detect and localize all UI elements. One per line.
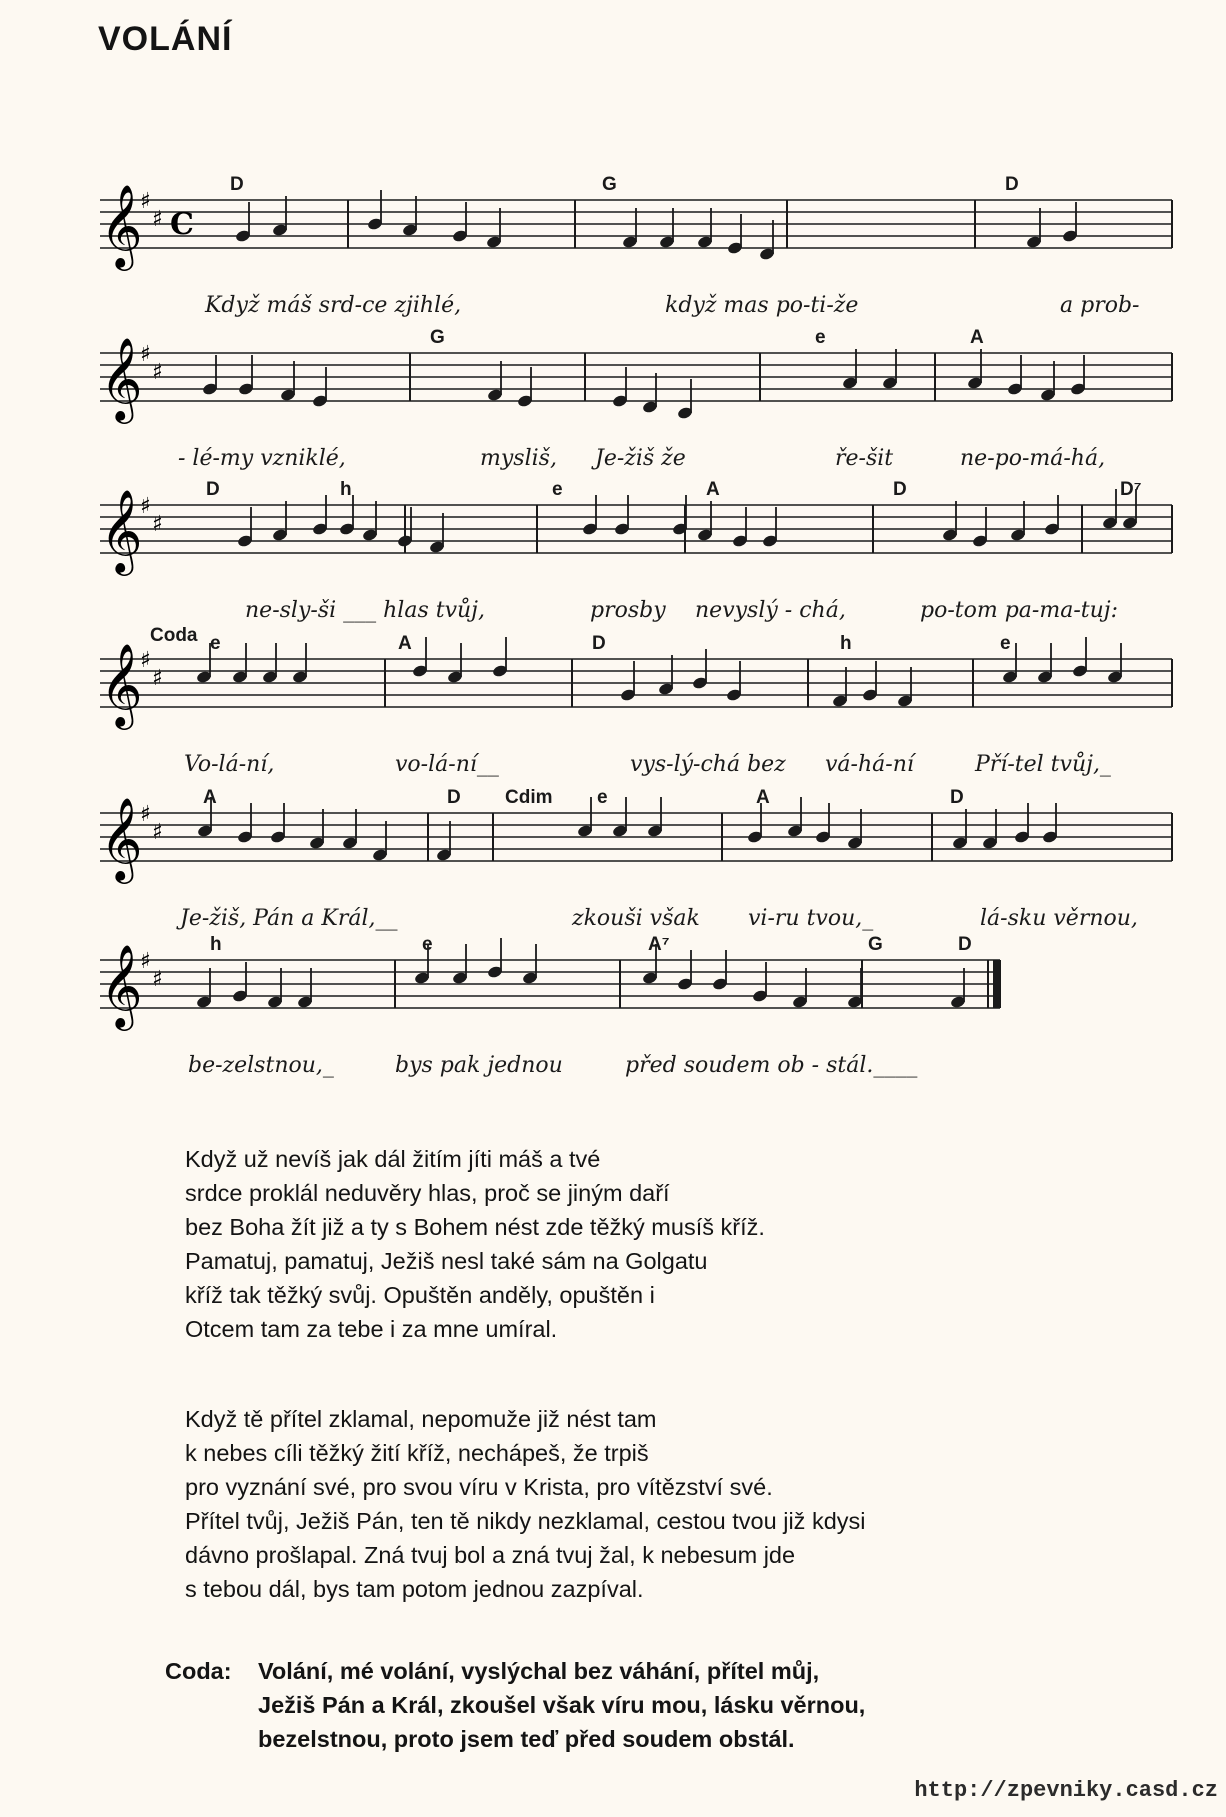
chord-symbol: A⁷ xyxy=(648,934,670,955)
verse-line: dávno prošlapal. Zná tvuj bol a zná tvuj žal, k nebesum jde xyxy=(185,1542,796,1568)
treble-clef-icon: 𝄞 xyxy=(100,642,143,726)
treble-clef-icon: 𝄞 xyxy=(100,183,143,267)
lyric-text: vys-lý-chá bez xyxy=(630,752,786,777)
sharp-icon: ♯ xyxy=(140,494,151,519)
verse-line: s tebou dál, bys tam potom jednou zazpíval. xyxy=(185,1576,644,1602)
chord-symbol: h xyxy=(340,479,352,500)
lyric-text: prosby xyxy=(590,598,666,623)
sharp-icon: ♯ xyxy=(140,342,151,367)
sharp-icon: ♯ xyxy=(140,802,151,827)
chord-symbol: e xyxy=(552,479,563,500)
treble-clef-icon: 𝄞 xyxy=(100,336,143,420)
chord-symbol: D xyxy=(1005,174,1019,195)
treble-clef-icon: 𝄞 xyxy=(100,796,143,880)
lyric-text: vá-há-ní xyxy=(825,752,914,777)
chord-symbol: h xyxy=(210,934,222,955)
lyric-text: zkouši však xyxy=(572,906,700,931)
lyric-text: ne-sly-ši ___ hlas tvůj, xyxy=(245,598,485,623)
chord-symbol: h xyxy=(840,633,852,654)
sharp-icon: ♯ xyxy=(152,512,163,537)
lyric-text: nevyslý - chá, xyxy=(695,598,846,623)
sharp-icon: ♯ xyxy=(152,967,163,992)
verse-1 xyxy=(185,1142,765,1346)
final-barline xyxy=(993,960,999,1008)
verse-2 xyxy=(185,1402,866,1606)
lyric-text: a prob- xyxy=(1060,293,1140,318)
song-title: VOLÁNÍ xyxy=(98,20,233,58)
chord-symbol: Cdim xyxy=(505,787,553,808)
lyric-text: ře-šit xyxy=(835,446,894,471)
chord-symbol: D⁷ xyxy=(1120,479,1142,500)
chord-symbol: A xyxy=(398,633,412,654)
common-time-icon: C xyxy=(170,207,194,242)
chord-symbol: D xyxy=(230,174,244,195)
chord-symbol: D xyxy=(958,934,972,955)
chord-symbol: D xyxy=(893,479,907,500)
sharp-icon: ♯ xyxy=(152,666,163,691)
verse-line: kříž tak těžký svůj. Opuštěn anděly, opuštěn i xyxy=(185,1282,655,1308)
verse-line: Když už nevíš jak dál žitím jíti máš a tvé xyxy=(185,1146,601,1172)
chord-symbol: D xyxy=(950,787,964,808)
chord-symbol: G xyxy=(602,174,617,195)
chord-symbol: A xyxy=(756,787,770,808)
lyric-text: Pří-tel tvůj,_ xyxy=(975,752,1111,777)
coda-marker: Coda xyxy=(150,625,198,646)
coda-line-1 xyxy=(165,1654,865,1688)
coda-block xyxy=(165,1654,865,1756)
coda-text: Volání, mé volání, vyslýchal bez váhání, přítel můj, xyxy=(258,1658,820,1684)
lyric-text: lá-sku věrnou, xyxy=(980,906,1138,931)
chord-symbol: A xyxy=(706,479,720,500)
treble-clef-icon: 𝄞 xyxy=(100,488,143,572)
lyric-text: před soudem ob - stál.____ xyxy=(625,1053,918,1078)
footer-url: http://zpevniky.casd.cz xyxy=(914,1778,1218,1803)
chord-symbol: A xyxy=(970,327,984,348)
verse-line: Pamatuj, pamatuj, Ježiš nesl také sám na Golgatu xyxy=(185,1248,708,1274)
coda-line-2: Ježiš Pán a Král, zkoušel však víru mou, lásku věrnou, xyxy=(258,1692,866,1718)
lyric-text: Je-žiš že xyxy=(595,446,686,471)
sharp-icon: ♯ xyxy=(140,189,151,214)
treble-clef-icon: 𝄞 xyxy=(100,943,143,1027)
chord-symbol: e xyxy=(422,934,433,955)
sharp-icon: ♯ xyxy=(152,360,163,385)
chord-symbol: e xyxy=(210,633,221,654)
lyric-text: Je-žiš, Pán a Král,__ xyxy=(180,906,398,931)
sharp-icon: ♯ xyxy=(152,820,163,845)
chord-symbol: G xyxy=(430,327,445,348)
lyric-text: vi-ru tvou,_ xyxy=(748,906,874,931)
lyric-text: Vo-lá-ní, xyxy=(184,752,275,777)
verse-line: bez Boha žít již a ty s Bohem nést zde těžký musíš kříž. xyxy=(185,1214,765,1240)
lyric-text: po-tom pa-ma-tuj: xyxy=(920,598,1118,623)
chord-symbol: G xyxy=(868,934,883,955)
sharp-icon: ♯ xyxy=(152,207,163,232)
lyric-text: vo-lá-ní__ xyxy=(395,752,499,777)
lyric-text: be-zelstnou,_ xyxy=(188,1053,334,1078)
lyric-text: mysliš, xyxy=(480,446,557,471)
lyric-text: když mas po-ti-že xyxy=(665,293,859,318)
lyric-text: ne-po-má-há, xyxy=(960,446,1106,471)
coda-line-3: bezelstnou, proto jsem teď před soudem obstál. xyxy=(258,1726,795,1752)
lyric-text: - lé-my vzniklé, xyxy=(178,446,346,471)
verse-line: srdce proklál neduvěry hlas, proč se jiným daří xyxy=(185,1180,670,1206)
lyric-text: bys pak jednou xyxy=(395,1053,563,1078)
chord-symbol: e xyxy=(1000,633,1011,654)
verse-line: Když tě přítel zklamal, nepomuže již nést tam xyxy=(185,1406,657,1432)
verse-line: pro vyznání své, pro svou víru v Krista, pro vítězství své. xyxy=(185,1474,773,1500)
chord-symbol: e xyxy=(815,327,826,348)
lyric-text: Když máš srd-ce zjihlé, xyxy=(205,293,462,318)
sharp-icon: ♯ xyxy=(140,648,151,673)
sharp-icon: ♯ xyxy=(140,949,151,974)
chord-symbol: D xyxy=(592,633,606,654)
verse-line: k nebes cíli těžký žití kříž, nechápeš, že trpiš xyxy=(185,1440,649,1466)
verse-line: Přítel tvůj, Ježiš Pán, ten tě nikdy nezklamal, cestou tvou již kdysi xyxy=(185,1508,866,1534)
coda-label: Coda: xyxy=(165,1658,232,1684)
chord-symbol: A xyxy=(203,787,217,808)
chord-symbol: e xyxy=(597,787,608,808)
chord-symbol: D xyxy=(206,479,220,500)
verse-line: Otcem tam za tebe i za mne umíral. xyxy=(185,1316,558,1342)
chord-symbol: D xyxy=(447,787,461,808)
